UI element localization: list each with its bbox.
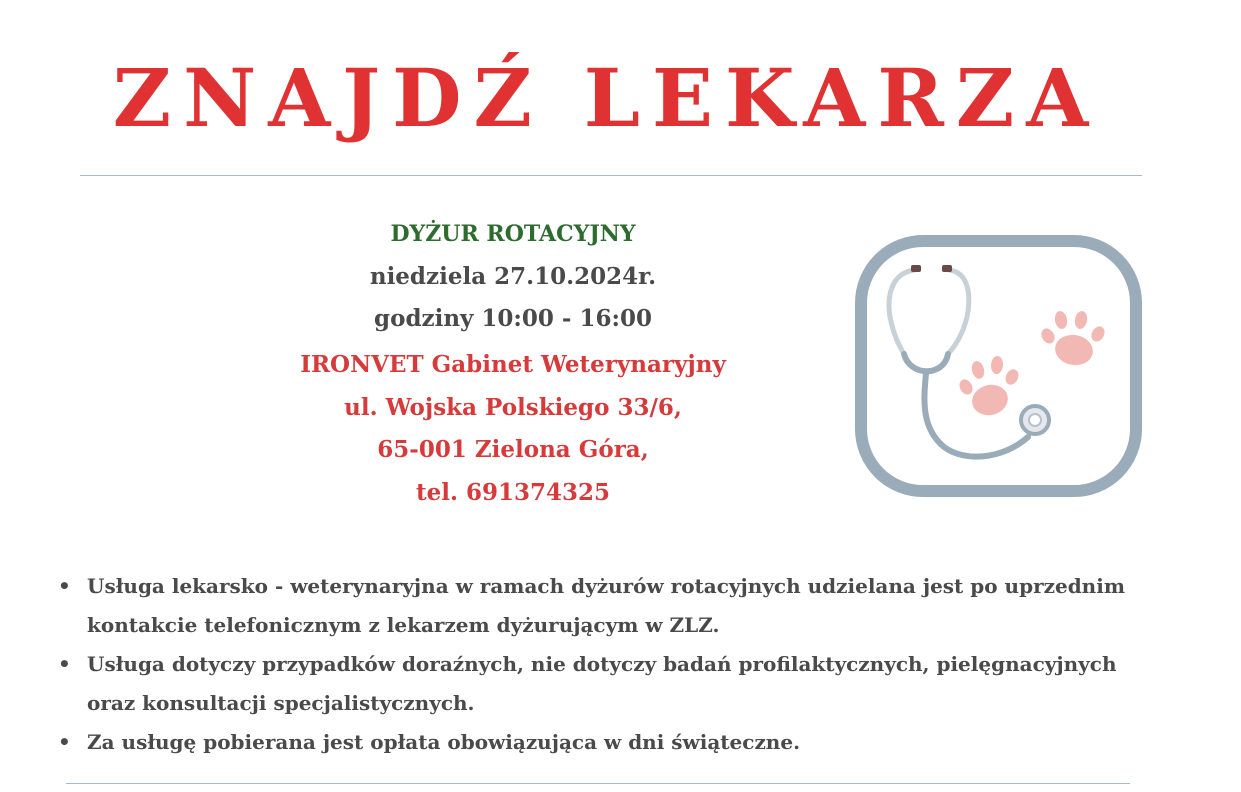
bullet-icon: • xyxy=(58,730,71,754)
duty-date: niedziela 27.10.2024r. xyxy=(369,263,657,290)
clinic-name: IRONVET Gabinet Weterynaryjny xyxy=(300,351,726,378)
page-title: ZNAJDŹ LEKARZA xyxy=(112,51,1101,145)
clinic-phone: tel. 691374325 xyxy=(415,478,611,506)
top-divider xyxy=(80,175,1142,176)
stethoscope-paws-icon xyxy=(852,232,1144,502)
bullet-icon: • xyxy=(58,652,71,676)
clinic-city: 65-001 Zielona Góra, xyxy=(377,436,649,463)
info-notes xyxy=(55,567,1215,762)
clinic-street: ul. Wojska Polskiego 33/6, xyxy=(344,393,682,421)
duty-title: DYŻUR ROTACYJNY xyxy=(390,221,636,247)
note-1-line-2: kontakcie telefonicznym z lekarzem dyżurującym w ZLZ. xyxy=(87,613,720,637)
clinic-address xyxy=(290,344,736,514)
note-2-line-2: oraz konsultacji specjalistycznych. xyxy=(87,691,475,715)
list-item xyxy=(55,567,1215,645)
bullet-icon: • xyxy=(58,574,71,598)
duty-info xyxy=(290,213,736,514)
bottom-divider xyxy=(66,783,1130,784)
note-3-line-1: Za usługę pobierana jest opłata obowiązująca w dni świąteczne. xyxy=(87,730,801,754)
list-item xyxy=(55,723,1215,762)
list-item xyxy=(55,645,1215,723)
note-1-line-1: Usługa lekarsko - weterynaryjna w ramach dyżurów rotacyjnych udzielana jest po uprzednim xyxy=(87,574,1125,598)
note-2-line-1: Usługa dotyczy przypadków doraźnych, nie dotyczy badań profilaktycznych, pielęgnacyjnych xyxy=(87,652,1117,676)
duty-hours: godziny 10:00 - 16:00 xyxy=(374,305,652,332)
